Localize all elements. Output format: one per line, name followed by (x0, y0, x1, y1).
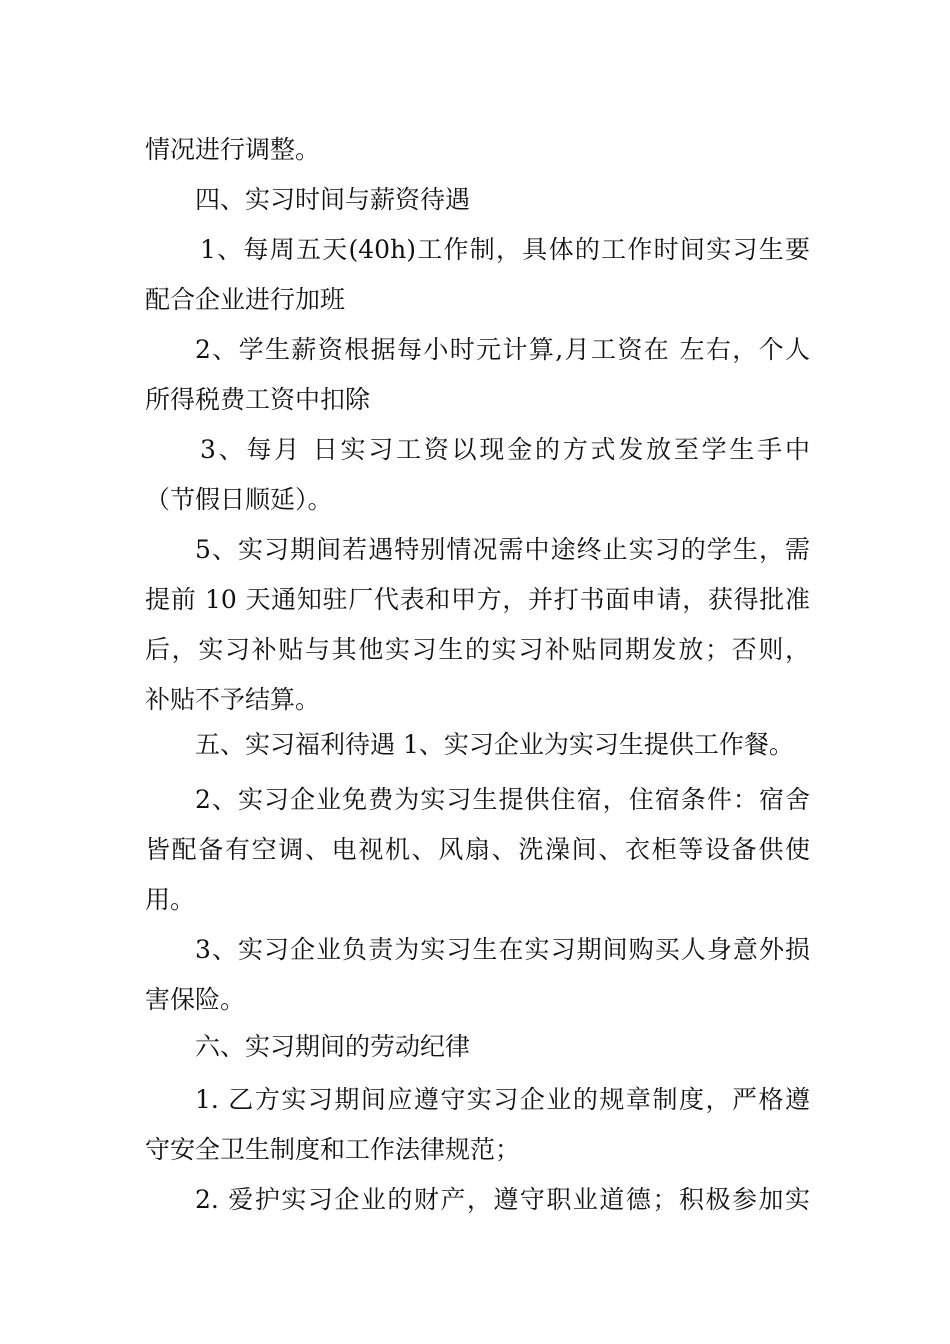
section-heading-4: 四、实习时间与薪资待遇 (195, 185, 471, 214)
text-line-6: 所得税费工资中扣除 (145, 385, 371, 414)
text-line-5: 2、学生薪资根据每小时元计算,月工资在 左右，个人 (195, 335, 810, 364)
text-line-17: 3、实习企业负责为实习生在实习期间购买人身意外损 (195, 935, 810, 964)
text-line-7: 3、每月 日实习工资以现金的方式发放至学生手中 (200, 435, 810, 464)
section-heading-6: 六、实习期间的劳动纪律 (195, 1032, 471, 1061)
text-line-1: 情况进行调整。 (145, 135, 321, 164)
text-line-15: 皆配备有空调、电视机、风扇、洗澡间、衣柜等设备供使 (145, 835, 810, 864)
text-line-3: 1、每周五天(40h)工作制，具体的工作时间实习生要 (200, 235, 810, 264)
text-line-18: 害保险。 (145, 985, 246, 1014)
text-line-4: 配合企业进行加班 (145, 285, 346, 314)
text-line-9: 5、实习期间若遇特别情况需中途终止实习的学生，需 (195, 535, 810, 564)
text-line-12: 补贴不予结算。 (145, 685, 321, 714)
section-heading-5: 五、实习福利待遇 1、实习企业为实习生提供工作餐。 (195, 730, 794, 759)
text-line-10: 提前 10 天通知驻厂代表和甲方，并打书面申请，获得批准 (145, 585, 810, 614)
text-line-22: 2. 爱护实习企业的财产，遵守职业道德；积极参加实 (195, 1185, 810, 1214)
text-line-20: 1. 乙方实习期间应遵守实习企业的规章制度，严格遵 (195, 1085, 810, 1114)
text-line-16: 用。 (145, 885, 196, 914)
text-line-11: 后，实习补贴与其他实习生的实习补贴同期发放；否则， (145, 635, 810, 664)
text-line-14: 2、实习企业免费为实习生提供住宿，住宿条件：宿舍 (195, 785, 810, 814)
text-line-8: （节假日顺延）。 (145, 485, 333, 514)
text-line-21: 守安全卫生制度和工作法律规范； (145, 1135, 521, 1164)
